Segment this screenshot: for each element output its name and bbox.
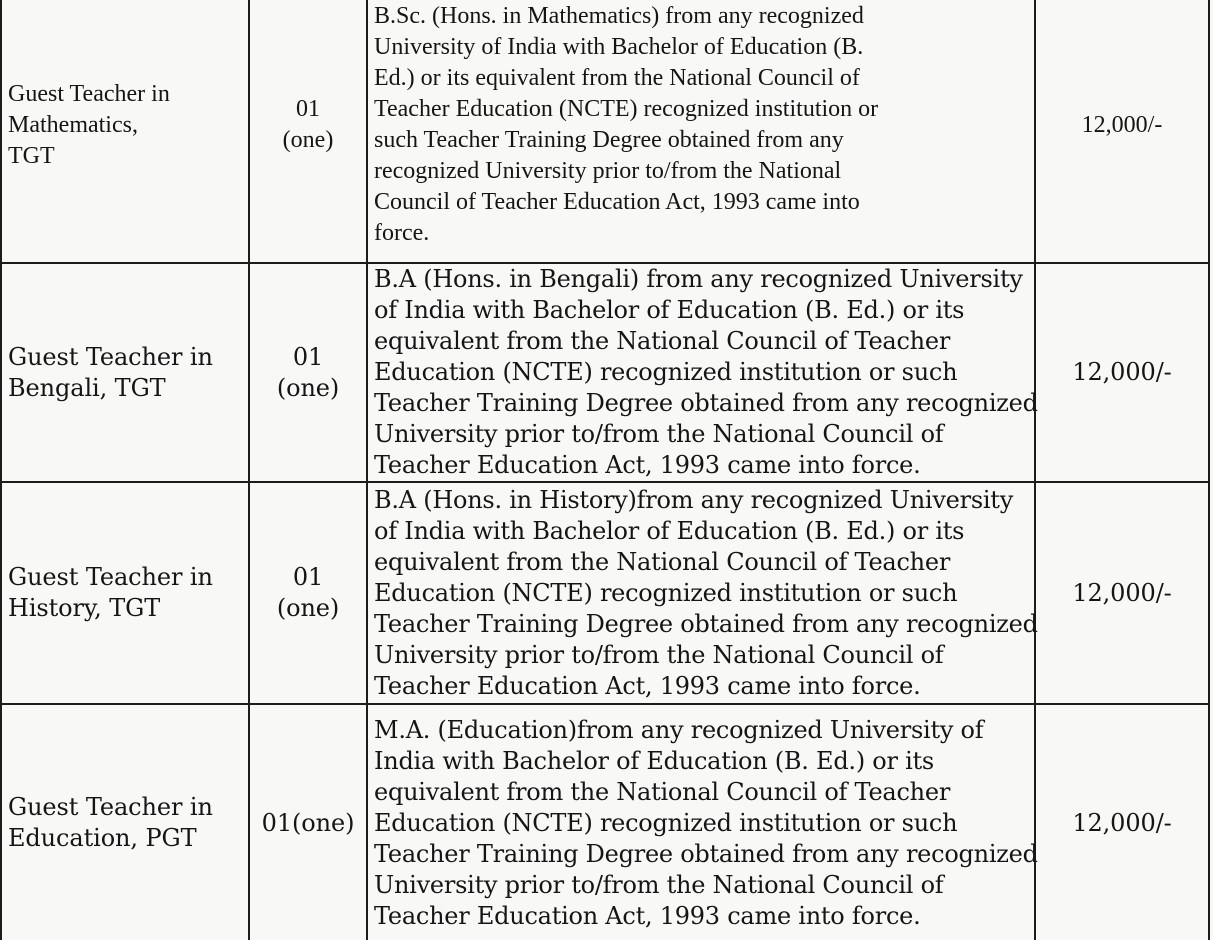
qualification-line: force. — [374, 220, 430, 246]
post-name-line: Mathematics, — [8, 111, 138, 138]
qualification-line: University prior to/from the National Council of — [374, 870, 944, 899]
qualification-line: B.Sc. (Hons. in Mathematics) from any recognized — [374, 3, 864, 29]
post-name-line: Guest Teacher in — [8, 563, 213, 591]
qualification-line: such Teacher Training Degree obtained from any — [374, 127, 844, 153]
qualification-line: of India with Bachelor of Education (B. Ed.) or its — [374, 296, 965, 324]
post-name-cell — [1, 0, 249, 263]
salary-cell: 12,000/- — [1035, 263, 1209, 482]
qualification-line: Education (NCTE) recognized institution or such — [374, 578, 958, 607]
post-name-line: Bengali, TGT — [8, 373, 166, 402]
table-row — [1, 704, 1209, 940]
post-count-line: 01(one) — [261, 808, 355, 837]
qualification-line: University prior to/from the National Council of — [374, 640, 944, 669]
post-name-line: TGT — [8, 142, 55, 169]
post-count-cell — [249, 482, 367, 704]
salary-cell: 12,000/- — [1035, 482, 1209, 704]
qualification-line: Teacher Training Degree obtained from any recognized — [374, 609, 1038, 638]
post-count-line: (one) — [282, 127, 334, 153]
table-row — [1, 263, 1209, 482]
qualification-line: Council of Teacher Education Act, 1993 came into — [374, 189, 860, 215]
qualification-line: India with Bachelor of Education (B. Ed.) or its — [374, 746, 934, 775]
qualification-cell — [367, 263, 1038, 482]
qualification-cell — [367, 0, 1035, 263]
post-name-cell — [1, 704, 249, 940]
table-row — [1, 482, 1209, 704]
post-count-line: (one) — [276, 373, 340, 402]
qualification-line: Teacher Education (NCTE) recognized institution or — [374, 96, 879, 122]
salary-cell: 12,000/- — [1035, 0, 1209, 263]
qualification-line: equivalent from the National Council of Teacher — [374, 327, 951, 355]
qualification-line: Teacher Training Degree obtained from any recognized — [374, 839, 1038, 868]
qualification-line: equivalent from the National Council of Teacher — [374, 777, 951, 806]
qualification-line: Teacher Education Act, 1993 came into force. — [374, 901, 921, 930]
qualification-line: M.A. (Education)from any recognized University of — [374, 715, 984, 744]
post-count-cell — [249, 0, 367, 263]
qualification-line: Education (NCTE) recognized institution or such — [374, 358, 958, 386]
qualification-line: Education (NCTE) recognized institution or such — [374, 808, 958, 837]
qualification-line: Teacher Education Act, 1993 came into force. — [374, 671, 921, 700]
post-count-line: 01 — [292, 563, 324, 591]
qualification-line: University prior to/from the National Council of — [374, 420, 944, 448]
table-row — [1, 0, 1209, 263]
post-count-line: (one) — [276, 594, 340, 622]
post-name-cell — [1, 482, 249, 704]
qualification-line: B.A (Hons. in Bengali) from any recognized University — [374, 265, 1023, 293]
qualification-cell — [367, 482, 1038, 704]
post-name-line: Guest Teacher in — [8, 80, 170, 107]
qualification-cell — [367, 704, 1038, 940]
qualification-line: Teacher Education Act, 1993 came into force. — [374, 451, 921, 479]
post-name-line: Education, PGT — [8, 824, 197, 852]
post-count-cell — [249, 263, 367, 482]
qualification-line: University of India with Bachelor of Education (B. — [374, 34, 864, 60]
qualification-line: Teacher Training Degree obtained from any recognized — [374, 389, 1038, 417]
salary-cell: 12,000/- — [1035, 704, 1209, 940]
qualification-line: equivalent from the National Council of Teacher — [374, 547, 951, 576]
post-name-line: History, TGT — [8, 594, 161, 622]
post-count-cell — [249, 704, 367, 940]
qualification-line: recognized University prior to/from the National — [374, 158, 842, 184]
qualification-line: B.A (Hons. in History)from any recognized University — [374, 485, 1014, 514]
qualification-line: Ed.) or its equivalent from the National Council of — [374, 65, 860, 91]
post-count-line: 01 — [296, 96, 320, 122]
post-count-line: 01 — [292, 342, 324, 371]
post-name-line: Guest Teacher in — [8, 793, 213, 821]
post-name-cell — [1, 263, 249, 482]
post-name-line: Guest Teacher in — [8, 342, 213, 371]
qualification-line: of India with Bachelor of Education (B. Ed.) or its — [374, 516, 965, 545]
